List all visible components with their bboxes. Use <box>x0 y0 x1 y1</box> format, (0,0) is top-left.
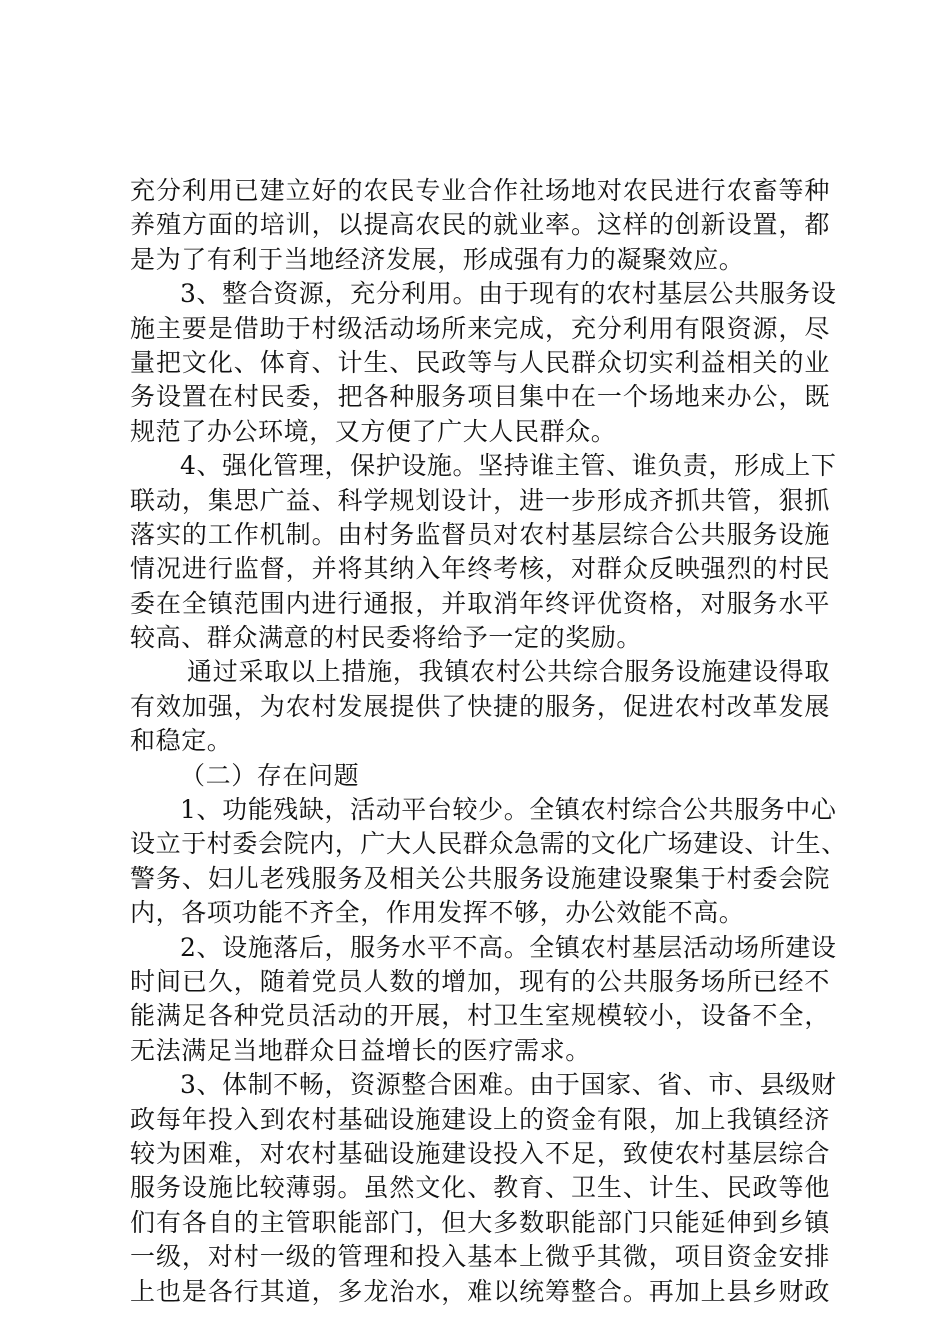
text-line: 政每年投入到农村基础设施建设上的资金有限，加上我镇经济 <box>130 1104 830 1134</box>
text-line: 量把文化、体育、计生、民政等与人民群众切实利益相关的业 <box>130 347 830 377</box>
text-line: 施主要是借助于村级活动场所来完成，充分利用有限资源，尽 <box>130 313 830 343</box>
text-line: 规范了办公环境，又方便了广大人民群众。 <box>130 416 617 446</box>
text-line: 充分利用已建立好的农民专业合作社场地对农民进行农畜等种 <box>130 176 830 205</box>
text-line: 上也是各行其道，多龙治水，难以统筹整合。再加上县乡财政 <box>130 1276 830 1306</box>
section-heading: （二）存在问题 <box>180 760 360 790</box>
paragraph-3-first-line: 3、整合资源，充分利用。由于现有的农村基层公共服务设 <box>180 279 837 309</box>
text-line: 较高、群众满意的村民委将给予一定的奖励。 <box>130 623 643 653</box>
text-line: 们有各自的主管职能部门，但大多数职能部门只能延伸到乡镇 <box>130 1207 830 1237</box>
text-line: 一级，对村一级的管理和投入基本上微乎其微，项目资金安排 <box>130 1242 830 1272</box>
paragraph-4-first-line: 4、强化管理，保护设施。坚持谁主管、谁负责，形成上下 <box>180 451 837 481</box>
issue-2-first-line: 2、设施落后，服务水平不高。全镇农村基层活动场所建设 <box>180 932 837 962</box>
text-line: 设立于村委会院内，广大人民群众急需的文化广场建设、计生、 <box>130 829 847 859</box>
text-line: 情况进行监督，并将其纳入年终考核，对群众反映强烈的村民 <box>130 554 830 584</box>
summary-first-line: 通过采取以上措施，我镇农村公共综合服务设施建设得取 <box>187 657 830 687</box>
text-line: 无法满足当地群众日益增长的医疗需求。 <box>130 1035 591 1065</box>
text-line: 能满足各种党员活动的开展，村卫生室规模较小，设备不全， <box>130 1001 830 1031</box>
text-line: 务设置在村民委，把各种服务项目集中在一个场地来办公，既 <box>130 382 830 412</box>
text-line: 委在全镇范围内进行通报，并取消年终评优资格，对服务水平 <box>130 588 830 618</box>
text-line: 和稳定。 <box>130 726 233 756</box>
text-line: 时间已久，随着党员人数的增加，现有的公共服务场所已经不 <box>130 966 830 996</box>
issue-3-first-line: 3、体制不畅，资源整合困难。由于国家、省、市、县级财 <box>180 1070 837 1100</box>
text-line: 养殖方面的培训，以提高农民的就业率。这样的创新设置，都 <box>130 210 830 240</box>
text-line: 警务、妇儿老残服务及相关公共服务设施建设聚集于村委会院 <box>130 863 830 893</box>
text-line: 内，各项功能不齐全，作用发挥不够，办公效能不高。 <box>130 898 745 928</box>
text-line: 较为困难，对农村基础设施建设投入不足，致使农村基层综合 <box>130 1138 830 1168</box>
text-line: 联动，集思广益、科学规划设计，进一步形成齐抓共管，狠抓 <box>130 485 830 515</box>
text-line: 落实的工作机制。由村务监督员对农村基层综合公共服务设施 <box>130 519 830 549</box>
text-line: 服务设施比较薄弱。虽然文化、教育、卫生、计生、民政等他 <box>130 1173 830 1203</box>
text-line: 是为了有利于当地经济发展，形成强有力的凝聚效应。 <box>130 244 745 274</box>
issue-1-first-line: 1、功能残缺，活动平台较少。全镇农村综合公共服务中心 <box>180 795 837 825</box>
text-line: 有效加强，为农村发展提供了快捷的服务，促进农村改革发展 <box>130 691 830 721</box>
document-body <box>130 174 847 1309</box>
